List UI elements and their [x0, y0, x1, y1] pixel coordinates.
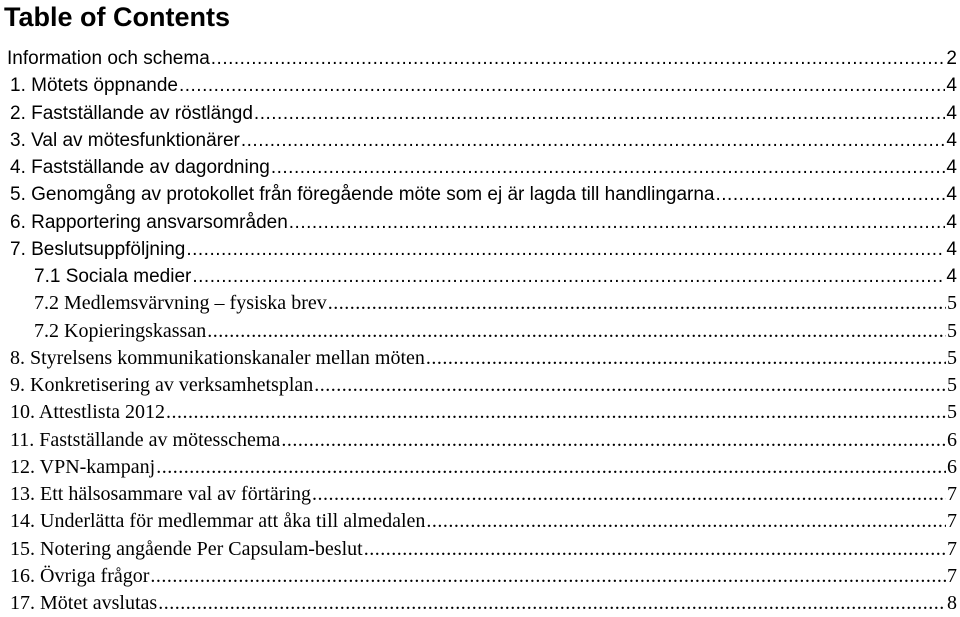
dot-leader [207, 318, 946, 345]
dot-leader [426, 345, 946, 372]
toc-entry-label: 1. Mötets öppnande [10, 75, 178, 97]
dot-leader [364, 536, 946, 563]
toc-entry-page: 5 [947, 319, 957, 342]
toc-entry[interactable] [0, 427, 960, 454]
toc-entry-page: 4 [946, 157, 957, 178]
toc-entry-label: 9. Konkretisering av verksamhetsplan [10, 374, 314, 396]
toc-entry-page: 5 [947, 374, 957, 396]
dot-leader [166, 399, 946, 426]
toc-entry-label: 7. Beslutsuppföljning [10, 238, 186, 260]
toc-entry[interactable] [0, 345, 960, 372]
toc-entry-page: 4 [946, 129, 957, 151]
toc-entry[interactable] [0, 181, 960, 208]
toc-entry-page: 7 [947, 564, 957, 587]
toc-entry-label: 7.1 Sociala medier [34, 266, 192, 287]
toc-entry-page: 4 [946, 238, 957, 260]
toc-entry[interactable] [0, 45, 960, 72]
toc-entry[interactable] [0, 399, 960, 426]
toc-entry-page: 5 [947, 346, 957, 369]
toc-entry-label: 8. Styrelsens kommunikationskanaler mellan möten [10, 346, 425, 369]
toc-entry[interactable] [0, 563, 960, 590]
toc-entry-label: 2. Fastställande av röstlängd [10, 102, 253, 124]
toc-entry-label: 10. Attestlista 2012 [10, 401, 165, 424]
toc-entry[interactable] [0, 481, 960, 508]
dot-leader [241, 127, 946, 154]
toc-entry-label: 12. VPN-kampanj [10, 455, 156, 478]
toc-entry-label: Information och schema [7, 48, 210, 69]
dot-leader [314, 372, 946, 399]
toc-entry-page: 6 [947, 455, 957, 478]
dot-leader [312, 481, 946, 508]
toc-entry[interactable] [0, 372, 960, 399]
page-title: Table of Contents [4, 2, 230, 32]
toc-entry-page: 8 [947, 592, 957, 614]
dot-leader [271, 154, 946, 181]
toc-entry-label: 3. Val av mötesfunktionärer [10, 129, 240, 151]
toc-entry-page: 7 [947, 510, 957, 533]
toc-entry-page: 7 [947, 537, 957, 560]
toc-entry[interactable] [0, 318, 960, 345]
toc-entry-label: 16. Övriga frågor [10, 564, 150, 587]
toc-entry-page: 5 [947, 401, 957, 424]
toc-entry-label: 6. Rapportering ansvarsområden [10, 211, 288, 233]
toc-entry-page: 7 [947, 483, 957, 505]
toc-entry-label: 5. Genomgång av protokollet från föregående möte som ej är lagda till handlingarna [10, 184, 715, 206]
toc-entry-page: 5 [947, 292, 957, 315]
toc-entry-label: 13. Ett hälsosammare val av förtäring [10, 483, 312, 505]
toc-entry[interactable] [0, 536, 960, 563]
toc-entry-label: 7.2 Medlemsvärvning – fysiska brev [34, 292, 327, 315]
toc-entry[interactable] [0, 72, 960, 99]
toc-entry[interactable] [0, 127, 960, 154]
dot-leader [328, 290, 946, 317]
toc-entry[interactable] [0, 263, 960, 290]
toc-entry-page: 4 [946, 266, 957, 287]
toc-entry[interactable] [0, 100, 960, 127]
toc-entry-page: 4 [946, 75, 957, 97]
toc-entry-page: 6 [947, 428, 957, 451]
dot-leader [716, 181, 946, 208]
toc-entry-label: 4. Fastställande av dagordning [10, 157, 270, 178]
toc-entry-label: 15. Notering angående Per Capsulam-beslut [10, 537, 363, 560]
dot-leader [426, 508, 946, 535]
dot-leader [192, 263, 945, 290]
toc-entry-page: 4 [946, 184, 957, 206]
dot-leader [289, 209, 946, 236]
toc-entry[interactable] [0, 154, 960, 181]
toc-entry-page: 4 [946, 102, 957, 124]
dot-leader [186, 236, 945, 263]
dot-leader [254, 100, 946, 127]
toc-entry[interactable] [0, 209, 960, 236]
toc-entry[interactable] [0, 454, 960, 481]
toc-list [0, 45, 960, 617]
dot-leader [150, 563, 946, 590]
dot-leader [156, 454, 946, 481]
dot-leader [211, 45, 946, 72]
toc-entry-label: 17. Mötet avslutas [10, 592, 158, 614]
toc-entry[interactable] [0, 236, 960, 263]
toc-entry[interactable] [0, 590, 960, 617]
toc-entry-page: 4 [946, 211, 957, 233]
toc-entry[interactable] [0, 290, 960, 317]
toc-entry[interactable] [0, 508, 960, 535]
dot-leader [281, 427, 946, 454]
toc-entry-page: 2 [946, 48, 957, 69]
toc-entry-label: 14. Underlätta för medlemmar att åka till almedalen [10, 510, 426, 533]
toc-entry-label: 11. Fastställande av mötesschema [10, 428, 281, 451]
dot-leader [179, 72, 945, 99]
toc-entry-label: 7.2 Kopieringskassan [34, 319, 207, 342]
dot-leader [158, 590, 946, 617]
